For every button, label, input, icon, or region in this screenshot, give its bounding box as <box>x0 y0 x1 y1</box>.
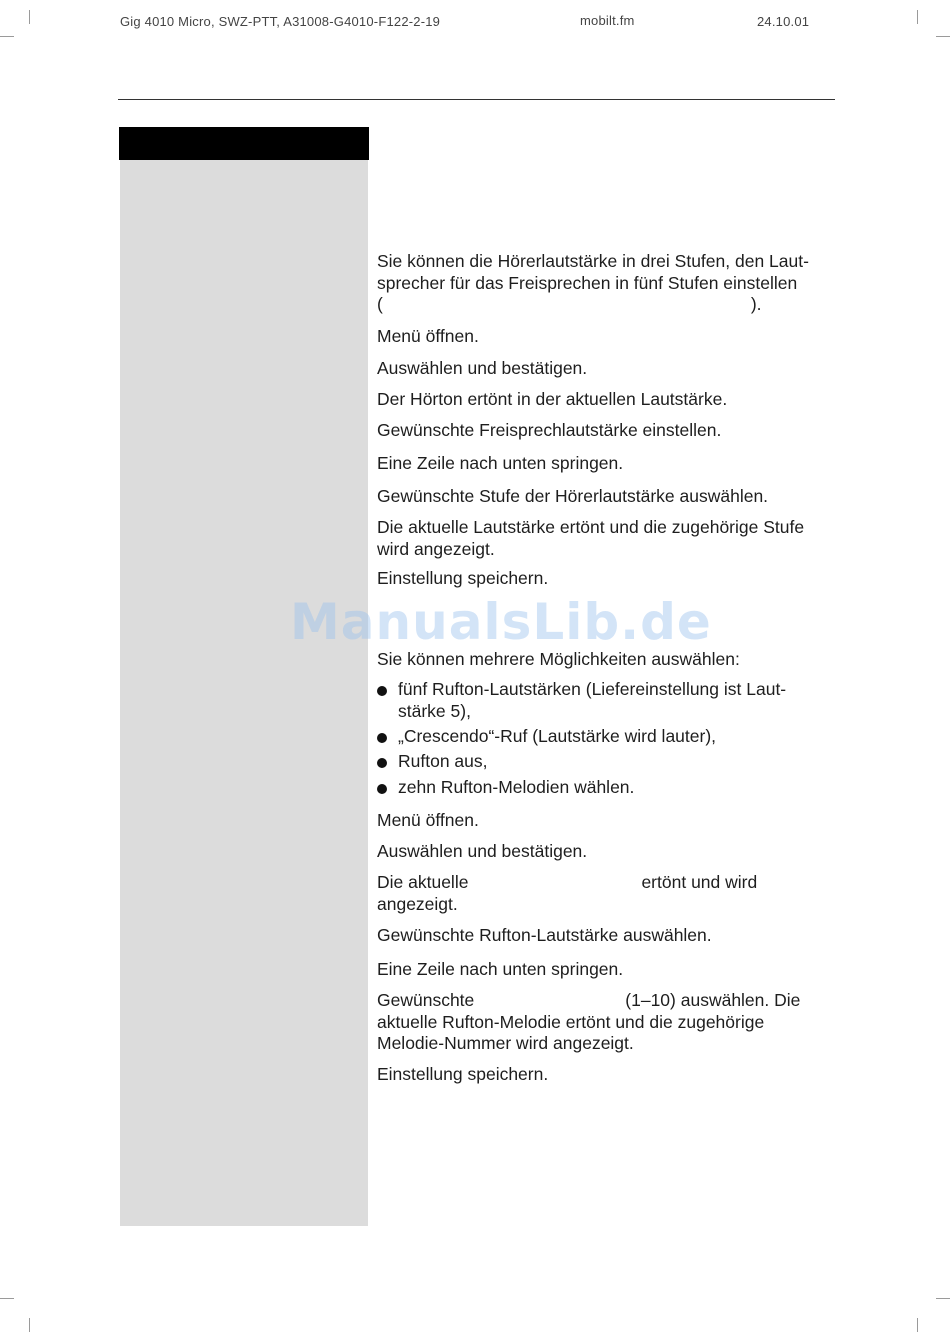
sidebar-panel <box>120 127 368 1226</box>
bullet-dot-icon <box>377 784 387 794</box>
bullet-text-line-2: stärke 5), <box>398 700 471 721</box>
step-tone-plays: Der Hörton ertönt in der aktuellen Lautstärke. <box>377 389 728 409</box>
crop-mark-bottom-left <box>29 1318 30 1332</box>
crop-mark-bottom-left-h <box>0 1298 14 1299</box>
melody-range: (1–10) auswählen. Die <box>625 990 801 1010</box>
current-ring-paragraph <box>377 872 837 915</box>
crop-mark-bottom-right-h <box>936 1298 950 1299</box>
info-paragraph <box>377 517 837 560</box>
step-next-line-2: Eine Zeile nach unten springen. <box>377 959 624 979</box>
step-menu-open: Menü öffnen. <box>377 326 479 346</box>
header-file-name: mobilt.fm <box>580 13 635 28</box>
intro-line-2: sprecher für das Freisprechen in fünf Stufen einstellen <box>377 272 798 293</box>
intro-line-1: Sie können die Hörerlautstärke in drei Stufen, den Laut- <box>377 251 809 271</box>
step-next-line: Eine Zeile nach unten springen. <box>377 453 624 473</box>
crop-mark-bottom-right <box>917 1318 918 1332</box>
melody-line-2: aktuelle Rufton-Melodie ertönt und die zugehörige <box>377 1011 765 1032</box>
step-speaker-volume: Gewünschte Freisprechlautstärke einstellen. <box>377 420 722 440</box>
bullet-text: Rufton aus, <box>398 751 488 771</box>
step-ring-volume: Gewünschte Rufton-Lautstärke auswählen. <box>377 925 712 945</box>
melody-line-3: Melodie-Nummer wird angezeigt. <box>377 1033 634 1053</box>
current-ring-end: ertönt und wird <box>641 872 758 892</box>
bullet-item <box>377 679 837 722</box>
bullet-dot-icon <box>377 758 387 768</box>
header-document-id: Gig 4010 Micro, SWZ-PTT, A31008-G4010-F122-2-19 <box>120 14 441 29</box>
watermark-text: ManualsLib.de <box>290 593 712 651</box>
crop-mark-top-right <box>917 10 918 24</box>
crop-mark-top-left-h <box>0 36 14 37</box>
header-rule <box>118 99 835 100</box>
step-select-confirm-2: Auswählen und bestätigen. <box>377 841 588 861</box>
current-ring-line-2: angezeigt. <box>377 893 458 914</box>
intro-close-paren: ). <box>750 294 762 314</box>
bullet-text: zehn Rufton-Melodien wählen. <box>398 777 635 797</box>
step-earpiece-volume: Gewünschte Stufe der Hörerlautstärke auswählen. <box>377 486 769 506</box>
intro-line-3 <box>377 294 837 316</box>
step-select-confirm: Auswählen und bestätigen. <box>377 358 588 378</box>
step-menu-open-2: Menü öffnen. <box>377 810 479 830</box>
step-save-2: Einstellung speichern. <box>377 1064 549 1084</box>
bullet-item <box>377 726 837 748</box>
info-line-2: wird angezeigt. <box>377 538 495 559</box>
melody-line-1 <box>377 990 837 1012</box>
sidebar-title-bar <box>119 127 369 160</box>
crop-mark-top-right-h <box>936 36 950 37</box>
current-ring-start: Die aktuelle <box>377 872 469 892</box>
bullet-item <box>377 751 837 773</box>
info-line-1: Die aktuelle Lautstärke ertönt und die zugehörige Stufe <box>377 517 805 537</box>
intro-open-paren: ( <box>377 294 383 314</box>
crop-mark-top-left <box>29 10 30 24</box>
bullet-dot-icon <box>377 686 387 696</box>
intro-paragraph <box>377 251 837 316</box>
melody-paragraph <box>377 990 837 1055</box>
step-save-1: Einstellung speichern. <box>377 568 549 588</box>
header-date: 24.10.01 <box>757 14 810 29</box>
bullet-text: „Crescendo“-Ruf (Lautstärke wird lauter), <box>398 726 717 746</box>
bullet-text-line-1: fünf Rufton-Lautstärken (Liefereinstellung ist Laut- <box>398 679 787 699</box>
current-ring-line-1 <box>377 872 837 894</box>
melody-start: Gewünschte <box>377 990 475 1010</box>
bullet-dot-icon <box>377 733 387 743</box>
options-intro: Sie können mehrere Möglichkeiten auswählen: <box>377 649 740 669</box>
bullet-item <box>377 777 837 799</box>
